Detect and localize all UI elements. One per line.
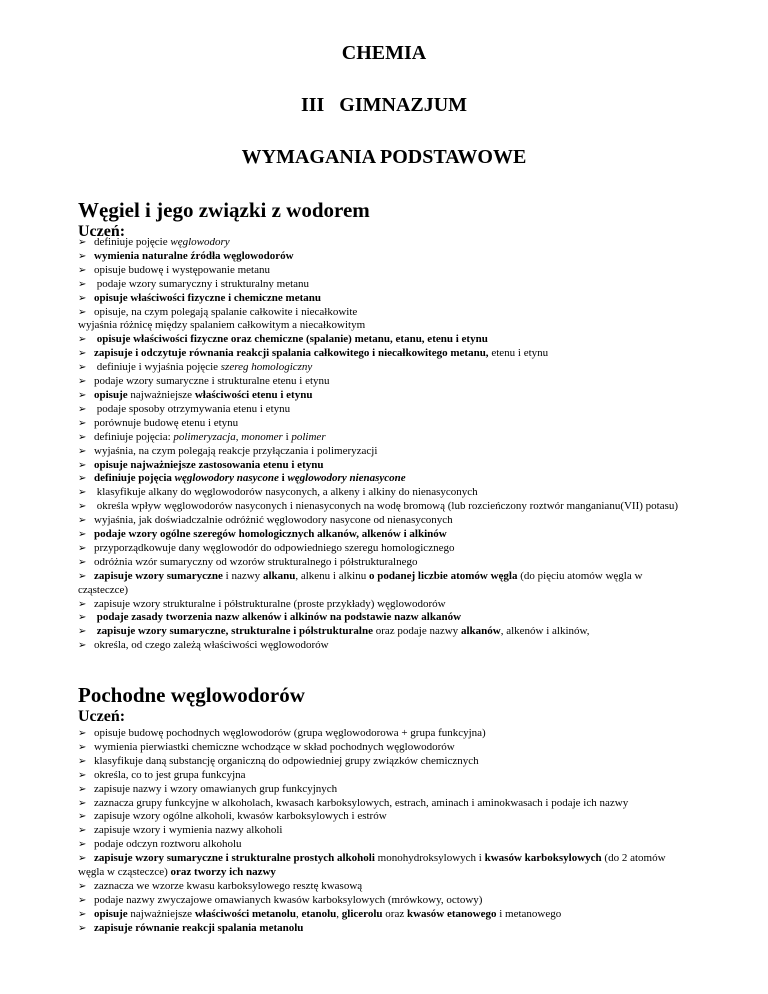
list-item-text: opisuje (94, 907, 128, 920)
list-item-text: podaje wzory sumaryczny i strukturalny metanu (94, 277, 310, 290)
list-item-text: glicerolu (341, 907, 383, 920)
list-item (78, 472, 686, 486)
list-item-text: i nazwy (222, 569, 263, 582)
list-item (78, 797, 686, 811)
list-item-text: zapisuje wzory sumaryczne (94, 569, 223, 582)
arrow-bullet-icon: ➢ (78, 825, 87, 837)
section-heading-carbon: Węgiel i jego związki z wodorem (78, 198, 370, 222)
list-item-text: zapisuje i odczytuje równania reakcji spalania całkowitego i niecałkowitego metanu, (94, 347, 489, 360)
list-item (78, 611, 686, 625)
list-item (78, 319, 686, 333)
list-item-text: klasyfikuje daną substancję organiczną do odpowiedniej grupy związków chemicznych (94, 754, 479, 767)
arrow-bullet-icon: ➢ (78, 278, 87, 290)
list-item-text: etanolu (301, 907, 337, 920)
list-item-text: podaje nazwy zwyczajowe omawianych kwasów karboksylowych (mrówkowy, octowy) (94, 893, 483, 906)
arrow-bullet-icon: ➢ (78, 853, 87, 865)
arrow-bullet-icon: ➢ (78, 403, 87, 415)
arrow-bullet-icon: ➢ (78, 542, 87, 554)
list-item-text: opisuje najważniejsze zastosowania etenu i etynu (94, 458, 324, 471)
list-item (78, 542, 686, 556)
list-item (78, 598, 686, 612)
list-item (78, 639, 686, 653)
list-item (78, 431, 686, 445)
list-item-text: monohydroksylowych i (374, 852, 485, 865)
list-item-text: opisuje budowę pochodnych węglowodorów (grupa węglowodorowa + grupa funkcyjna) (94, 727, 486, 739)
list-item (78, 417, 686, 431)
list-item (78, 486, 686, 500)
list-item-text: właściwości etenu i etynu (194, 388, 313, 401)
list-item-text: alkanów (460, 625, 501, 638)
list-item (78, 880, 686, 894)
list-item-text: polimer (291, 430, 326, 443)
list-item-text: polimeryzacja (173, 430, 236, 443)
arrow-bullet-icon: ➢ (78, 894, 87, 906)
list-item-text: definiuje pojęcia (94, 472, 175, 485)
list-item (78, 894, 686, 908)
list-item-text: wymienia pierwiastki chemiczne wchodzące w skład pochodnych węglowodorów (94, 740, 455, 753)
list-item (78, 278, 686, 292)
list-item-text: definiuje i wyjaśnia pojęcie (94, 361, 221, 374)
list-item-text: podaje zasady tworzenia nazw alkenów i alkinów na podstawie nazw alkanów (94, 611, 462, 624)
arrow-bullet-icon: ➢ (78, 376, 87, 388)
list-item-text: wyjaśnia różnicę między spalaniem całkowitym a niecałkowitym (78, 319, 366, 332)
list-item-text: (do 2 atomów węgla w cząsteczce) (78, 852, 666, 879)
list-item (78, 375, 686, 389)
list-item (78, 783, 686, 797)
arrow-bullet-icon: ➢ (78, 389, 87, 401)
list-item (78, 306, 686, 320)
list-item-text: kwasów karboksylowych (484, 852, 602, 865)
list-item (78, 755, 686, 769)
list-item (78, 389, 686, 403)
list-item-text: opisuje, na czym polegają spalanie całkowite i niecałkowite (94, 305, 358, 318)
list-item-text: etenu i etynu (488, 347, 549, 360)
doc-title-subject: CHEMIA (341, 42, 427, 64)
list-item-text: klasyfikuje alkany do węglowodorów nasyconych, a alkeny i alkiny do nienasyconych (94, 486, 478, 499)
list-item (78, 570, 686, 598)
section-heading-derivatives: Pochodne węglowodorów (78, 683, 305, 707)
arrow-bullet-icon: ➢ (78, 417, 87, 429)
arrow-bullet-icon: ➢ (78, 306, 87, 318)
arrow-bullet-icon: ➢ (78, 250, 87, 262)
list-item-text: przyporządkowuje dany węglowodór do odpowiedniego szeregu homologicznego (94, 541, 455, 554)
list-item-text: wyjaśnia, jak doświadczalnie odróżnić węglowodory nasycone od nienasyconych (94, 514, 453, 527)
list-item-text: oraz (382, 907, 407, 920)
list-item (78, 824, 686, 838)
list-item (78, 403, 686, 417)
list-item-text: definiuje pojęcie (94, 236, 171, 248)
list-item-text: , (235, 430, 242, 443)
list-item-text: monomer (241, 430, 283, 443)
arrow-bullet-icon: ➢ (78, 487, 87, 499)
list-item-text: , (336, 907, 342, 920)
list-item-text: najważniejsze (127, 388, 195, 401)
arrow-bullet-icon: ➢ (78, 783, 87, 795)
list-item (78, 769, 686, 783)
list-item-text: , (295, 907, 302, 920)
arrow-bullet-icon: ➢ (78, 473, 87, 485)
list-item-text: najważniejsze (127, 907, 195, 920)
arrow-bullet-icon: ➢ (78, 459, 87, 471)
arrow-bullet-icon: ➢ (78, 797, 87, 809)
arrow-bullet-icon: ➢ (78, 741, 87, 753)
arrow-bullet-icon: ➢ (78, 769, 87, 781)
list-item-text: o podanej liczbie atomów węgla (368, 569, 518, 582)
list-item (78, 556, 686, 570)
list-item-text: alkanu (262, 569, 296, 582)
list-item-text: wymienia naturalne źródła węglowodorów (94, 249, 294, 262)
arrow-bullet-icon: ➢ (78, 922, 87, 934)
arrow-bullet-icon: ➢ (78, 362, 87, 374)
arrow-bullet-icon: ➢ (78, 348, 87, 360)
list-item-text: zaznacza grupy funkcyjne w alkoholach, kwasach karboksylowych, estrach, aminach i aminokwasach i podaje ich nazwy (94, 796, 629, 809)
arrow-bullet-icon: ➢ (78, 529, 87, 541)
list-item-text: właściwości metanolu (194, 907, 296, 920)
arrow-bullet-icon: ➢ (78, 728, 87, 739)
arrow-bullet-icon: ➢ (78, 598, 87, 610)
list-item-text: określa wpływ węglowodorów nasyconych i nienasyconych na wodę bromową (lub rozcieńczony roztwór manganianu(VII) potasu) (94, 500, 679, 513)
list-item-text: (do pięciu atomów węgla w cząsteczce) (78, 569, 643, 596)
list-item (78, 625, 686, 639)
arrow-bullet-icon: ➢ (78, 334, 87, 346)
list-item-text: zaznacza we wzorze kwasu karboksylowego resztę kwasową (94, 879, 363, 892)
list-item-text: podaje wzory ogólne szeregów homologicznych alkanów, alkenów i alkinów (94, 528, 447, 541)
requirements-list-derivatives (78, 727, 686, 936)
list-item-text: , alkenów i alkinów, (500, 625, 590, 638)
list-item-text: zapisuje wzory i wymienia nazwy alkoholi (94, 824, 283, 837)
list-item-text: opisuje (94, 388, 128, 401)
arrow-bullet-icon: ➢ (78, 839, 87, 851)
list-item (78, 361, 686, 375)
list-item (78, 727, 686, 741)
list-item (78, 908, 686, 922)
list-item-text: odróżnia wzór sumaryczny od wzorów strukturalnego i półstrukturalnego (94, 555, 418, 568)
list-item-text: zapisuje równanie reakcji spalania metanolu (94, 921, 304, 934)
list-item-text: węglowodory (170, 236, 230, 248)
list-item-text: opisuje budowę i występowanie metanu (94, 263, 270, 276)
doc-title-requirements: WYMAGANIA PODSTAWOWE (241, 146, 527, 168)
list-item (78, 459, 686, 473)
list-item-text: szereg homologiczny (220, 361, 313, 374)
arrow-bullet-icon: ➢ (78, 612, 87, 624)
list-item-text: , alkenu i alkinu (295, 569, 369, 582)
list-item-text: oraz tworzy ich nazwy (170, 866, 276, 879)
list-item-text: kwasów etanowego (406, 907, 497, 920)
list-item-text: określa, od czego zależą właściwości węglowodorów (94, 639, 329, 652)
arrow-bullet-icon: ➢ (78, 264, 87, 276)
list-item (78, 500, 686, 514)
arrow-bullet-icon: ➢ (78, 445, 87, 457)
list-item (78, 250, 686, 264)
list-item-text: podaje wzory sumaryczne i strukturalne etenu i etynu (94, 375, 330, 388)
list-item-text: i metanowego (496, 907, 562, 920)
doc-title-grade: III GIMNAZJUM (300, 94, 468, 116)
arrow-bullet-icon: ➢ (78, 811, 87, 823)
list-item (78, 514, 686, 528)
list-item (78, 922, 686, 936)
section-subheading-carbon: Uczeń: (78, 223, 126, 240)
arrow-bullet-icon: ➢ (78, 431, 87, 443)
arrow-bullet-icon: ➢ (78, 755, 87, 767)
list-item-text: zapisuje wzory sumaryczne i strukturalne prostych alkoholi (94, 852, 375, 865)
list-item (78, 264, 686, 278)
list-item-text: węglowodory nienasycone (287, 472, 406, 485)
list-item-text: zapisuje nazwy i wzory omawianych grup funkcyjnych (94, 782, 338, 795)
list-item-text: zapisuje wzory ogólne alkoholi, kwasów karboksylowych i estrów (94, 810, 387, 823)
section-subheading-derivatives: Uczeń: (78, 708, 126, 725)
list-item-text: zapisuje wzory sumaryczne, strukturalne i półstrukturalne (94, 625, 373, 638)
requirements-list-carbon (78, 236, 686, 653)
list-item-text: i (278, 472, 288, 485)
list-item (78, 852, 686, 880)
list-item-text: opisuje właściwości fizyczne i chemiczne metanu (94, 291, 321, 304)
list-item-text: określa, co to jest grupa funkcyjna (94, 768, 246, 781)
list-item (78, 236, 686, 250)
list-item-text: definiuje pojęcia: (94, 430, 174, 443)
list-item (78, 528, 686, 542)
arrow-bullet-icon: ➢ (78, 626, 87, 638)
list-item-text: oraz podaje nazwy (372, 625, 461, 638)
list-item (78, 292, 686, 306)
list-item-text: zapisuje wzory strukturalne i półstrukturalne (proste przykłady) węglowodorów (94, 597, 446, 610)
list-item (78, 347, 686, 361)
arrow-bullet-icon: ➢ (78, 570, 87, 582)
arrow-bullet-icon: ➢ (78, 292, 87, 304)
list-item-text: porównuje budowę etenu i etynu (94, 416, 239, 429)
list-item-text: węglowodory nasycone (174, 472, 279, 485)
list-item (78, 333, 686, 347)
arrow-bullet-icon: ➢ (78, 880, 87, 892)
arrow-bullet-icon: ➢ (78, 237, 87, 248)
list-item-text: i (282, 430, 292, 443)
list-item (78, 741, 686, 755)
arrow-bullet-icon: ➢ (78, 515, 87, 527)
list-item (78, 810, 686, 824)
arrow-bullet-icon: ➢ (78, 908, 87, 920)
list-item (78, 838, 686, 852)
list-item-text: opisuje właściwości fizyczne oraz chemiczne (spalanie) metanu, etanu, etenu i etynu (94, 333, 488, 346)
list-item-text: podaje odczyn roztworu alkoholu (94, 838, 242, 851)
list-item-text: wyjaśnia, na czym polegają reakcje przyłączania i polimeryzacji (94, 444, 378, 457)
arrow-bullet-icon: ➢ (78, 640, 87, 652)
arrow-bullet-icon: ➢ (78, 501, 87, 513)
list-item (78, 445, 686, 459)
arrow-bullet-icon: ➢ (78, 556, 87, 568)
list-item-text: podaje sposoby otrzymywania etenu i etynu (94, 402, 291, 415)
